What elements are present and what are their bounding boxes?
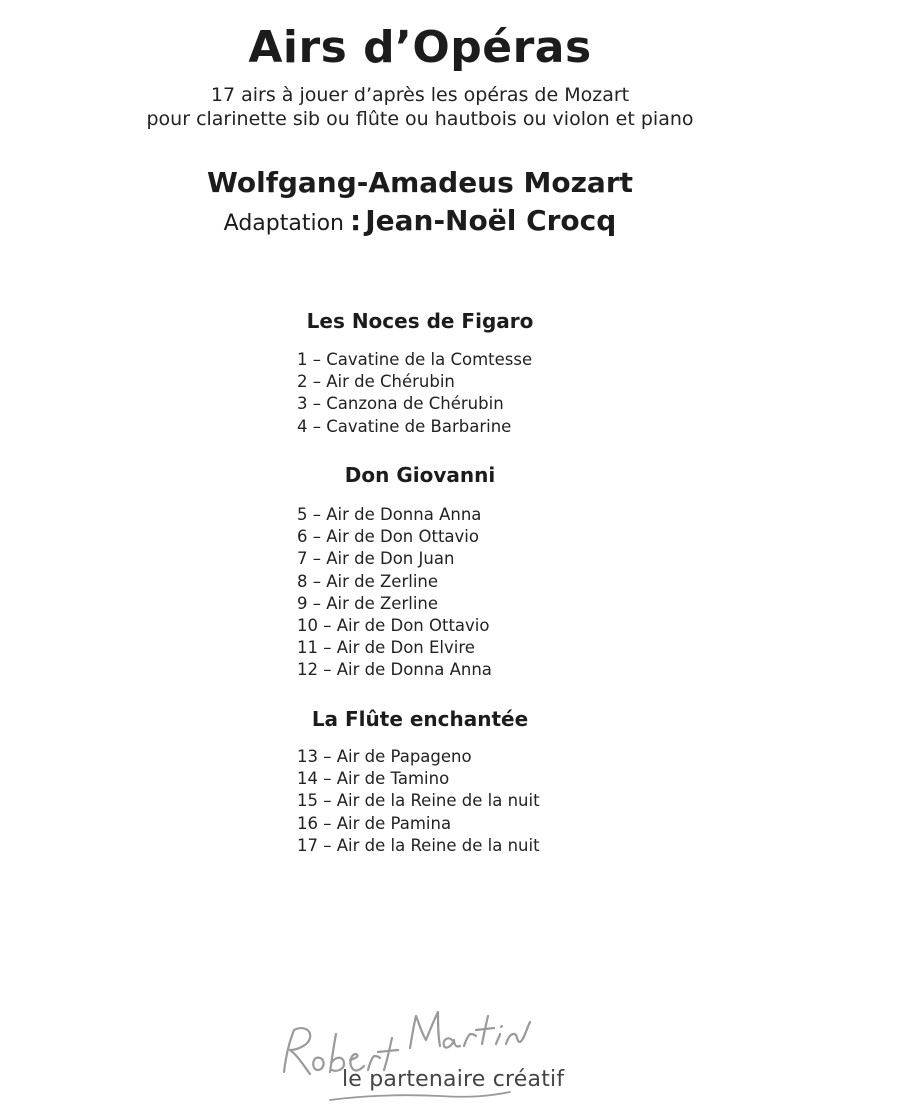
list-item: 3 – Canzona de Chérubin	[297, 394, 504, 414]
section-heading-noces-de-figaro: Les Noces de Figaro	[306, 309, 534, 333]
list-item: 6 – Air de Don Ottavio	[297, 527, 479, 547]
tracklist-don-giovanni	[297, 504, 492, 682]
list-item: 11 – Air de Don Elvire	[297, 638, 475, 658]
list-item: 5 – Air de Donna Anna	[297, 505, 482, 524]
subtitle-line-2: pour clarinette sib ou flûte ou hautbois ou violon et piano	[146, 108, 694, 130]
list-item: 4 – Cavatine de Barbarine	[297, 416, 512, 436]
page-title: Airs d’Opéras	[248, 22, 592, 73]
section-heading-flute-enchantee: La Flûte enchantée	[311, 707, 529, 731]
list-item: 10 – Air de Don Ottavio	[297, 615, 490, 635]
arranger-name: Jean-Noël Crocq	[365, 204, 617, 237]
list-item: 13 – Air de Papageno	[297, 747, 472, 766]
list-item: 14 – Air de Tamino	[297, 769, 450, 789]
list-item: 17 – Air de la Reine de la nuit	[297, 835, 540, 855]
list-item: 15 – Air de la Reine de la nuit	[297, 791, 540, 811]
list-item: 9 – Air de Zerline	[297, 593, 439, 613]
tracklist-flute-enchantee	[297, 746, 540, 857]
adaptation-line	[0, 204, 840, 237]
list-item: 12 – Air de Donna Anna	[297, 660, 492, 680]
adaptation-colon: :	[350, 204, 362, 237]
list-item: 16 – Air de Pamina	[297, 813, 452, 833]
subtitle-line-1: 17 airs à jouer d’après les opéras de Mozart	[210, 84, 630, 106]
section-heading-don-giovanni: Don Giovanni	[344, 463, 496, 487]
adaptation-label: Adaptation	[223, 211, 344, 236]
publisher-tagline: le partenaire créatif	[342, 1067, 565, 1092]
tracklist-noces-de-figaro	[297, 349, 532, 438]
list-item: 1 – Cavatine de la Comtesse	[297, 350, 533, 369]
list-item: 8 – Air de Zerline	[297, 571, 439, 591]
list-item: 7 – Air de Don Juan	[297, 549, 455, 569]
publisher-logo	[270, 1000, 565, 1104]
composer-name: Wolfgang-Amadeus Mozart	[206, 166, 634, 199]
list-item: 2 – Air de Chérubin	[297, 372, 455, 392]
